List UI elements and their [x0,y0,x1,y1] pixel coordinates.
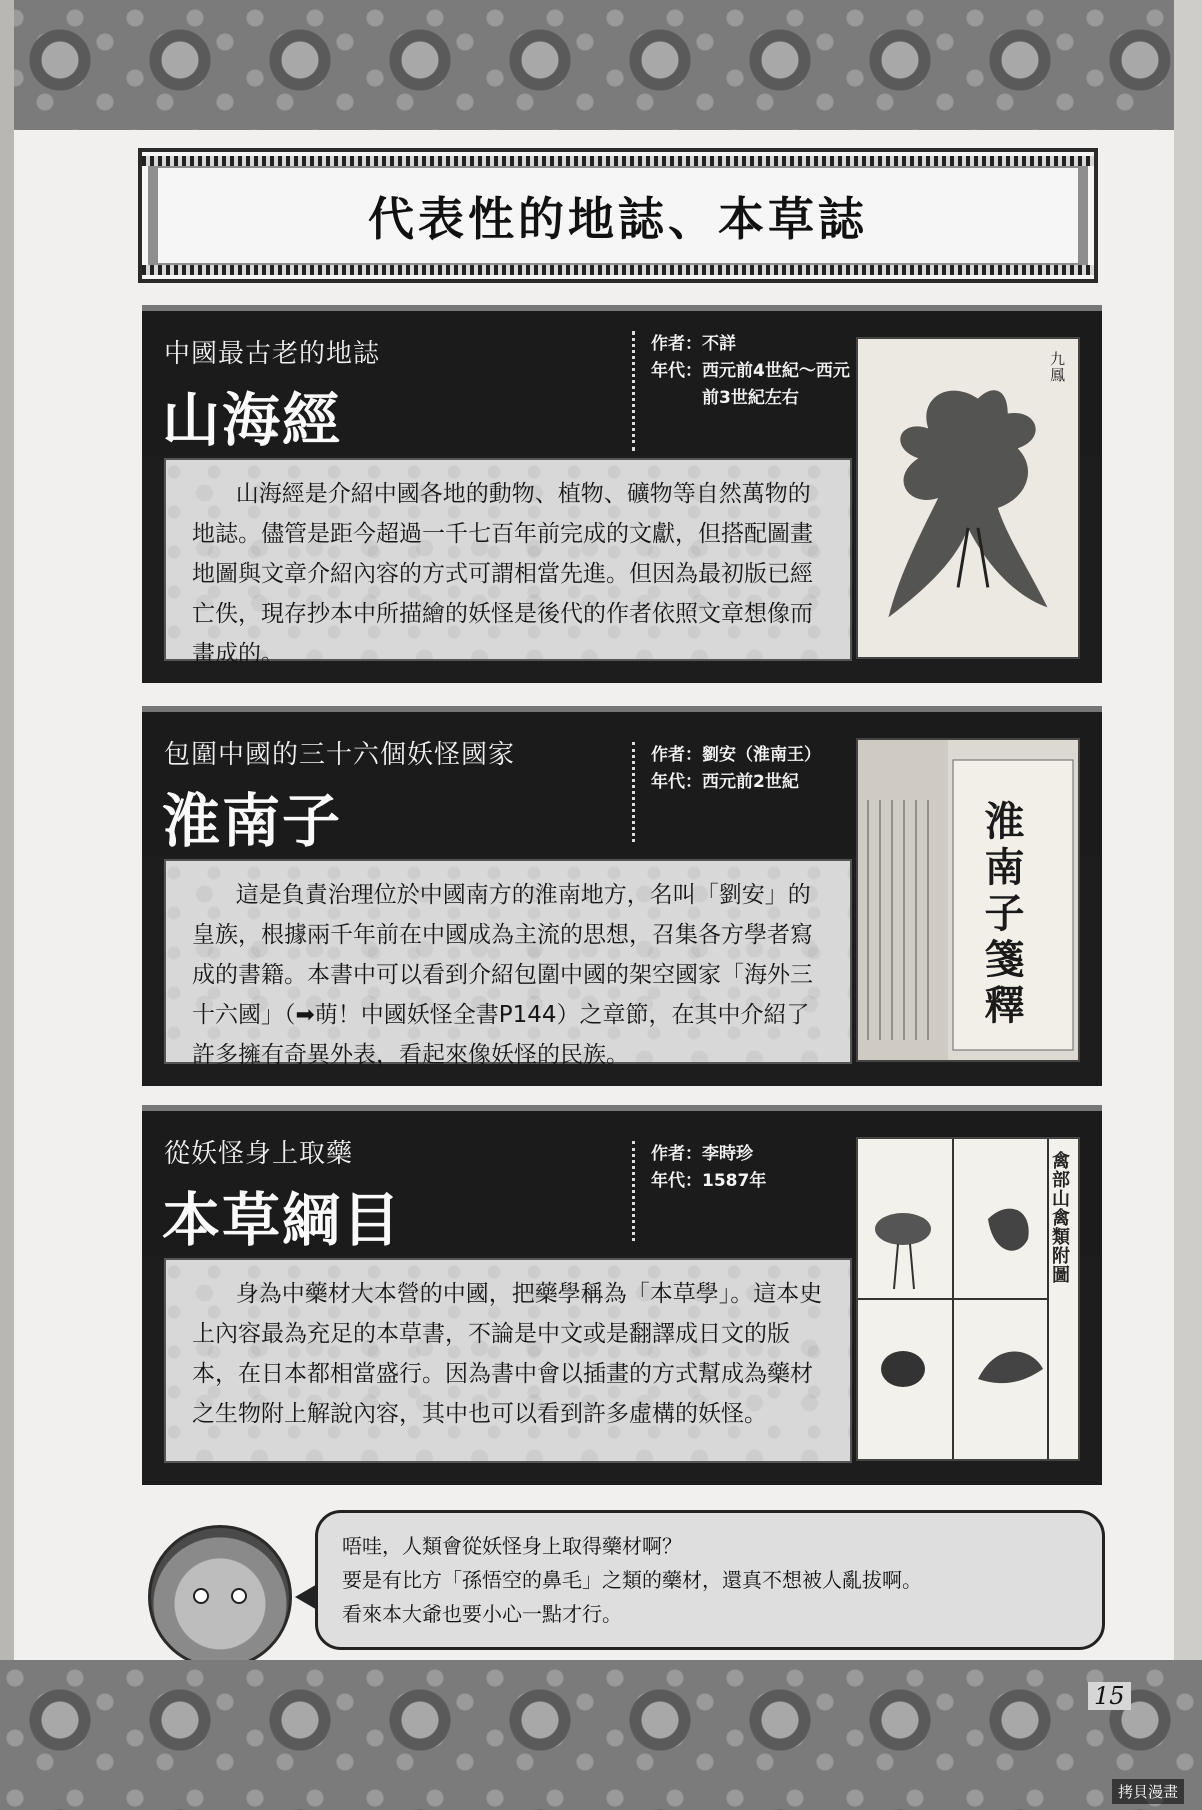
section-subtitle: 包圍中國的三十六個妖怪國家 [164,740,516,770]
illustration-bird-plates [856,1137,1080,1461]
decorative-border-top [0,0,1202,130]
page-number: 15 [1088,1682,1131,1710]
page-edge-right [1174,0,1202,1810]
meta-era: 年代： 西元前2世紀 [651,772,799,792]
page-title: 代表性的地誌、本草誌 [338,183,898,249]
mascot-commentary [140,1505,1110,1655]
section-bencao-gangmu [142,1105,1102,1485]
illustration-caption: 禽部山禽類附圖 [1049,1151,1070,1284]
book-title: 本草綱目 [162,1186,403,1254]
section-huainanzi [142,706,1102,1086]
section-body: 這是負責治理位於中國南方的淮南地方，名叫「劉安」的皇族，根據兩千年前在中國成為主流的思想，召集各方學者寫成的書籍。本書中可以看到介紹包圍中國的架空國家「海外三十六國」（➡萌！中國妖怪全書P144）之章節，在其中介紹了許多擁有奇異外表，看起來像妖怪的民族。 [164,859,852,1064]
phoenix-drawing [858,339,1078,657]
book-drawing [858,740,1078,1060]
book-title: 山海經 [162,386,343,454]
speech-line: 唔哇，人類會從妖怪身上取得藥材啊？ [342,1534,682,1558]
decorative-border-bottom [0,1660,1202,1810]
book-meta [632,1141,861,1241]
speech-line: 看來本大爺也要小心一點才行。 [342,1602,622,1626]
speech-line: 要是有比方「孫悟空的鼻毛」之類的藥材，還真不想被人亂拔啊。 [342,1568,922,1592]
illustration-caption: 九鳳 [1048,351,1066,383]
section-shanhaijing [142,305,1102,683]
birds-drawing [858,1139,1078,1459]
section-subtitle: 中國最古老的地誌 [164,339,381,369]
mascot-eye-right [231,1588,247,1604]
illustration-caption: 淮南子箋釋 [978,800,1025,1030]
book-meta [632,742,861,842]
mascot-eye-left [193,1588,209,1604]
section-body: 身為中藥材大本營的中國，把藥學稱為「本草學」。這本史上內容最為充足的本草書，不論是中文或是翻譯成日文的版本，在日本都相當盛行。因為書中會以插畫的方式幫成為藥材之生物附上解說內容，其中也可以看到許多虛構的妖怪。 [164,1258,852,1463]
watermark: 拷貝漫畫 [1112,1779,1184,1804]
meta-author: 作者： 劉安（淮南王） [651,745,821,765]
meta-author: 作者： 李時珍 [651,1144,753,1164]
meta-era: 年代： 西元前4世紀～西元前3世紀左右 [651,361,850,408]
mascot-avatar [148,1525,292,1669]
section-body: 山海經是介紹中國各地的動物、植物、礦物等自然萬物的地誌。儘管是距今超過一千七百年前完成的文獻，但搭配圖畫地圖與文章介紹內容的方式可謂相當先進。但因為最初版已經亡佚，現存抄本中所描繪的妖怪是後代的作者依照文章想像而畫成的。 [164,458,852,661]
page-edge-left [0,0,14,1810]
illustration-book-cover [856,738,1080,1062]
meta-era: 年代： 1587年 [651,1171,767,1191]
section-subtitle: 從妖怪身上取藥 [164,1139,354,1169]
title-frame [138,148,1098,283]
book-title: 淮南子 [162,787,343,855]
book-meta [632,331,861,451]
speech-bubble [315,1510,1105,1650]
meta-author: 作者： 不詳 [651,334,736,354]
illustration-nine-headed-phoenix [856,337,1080,659]
